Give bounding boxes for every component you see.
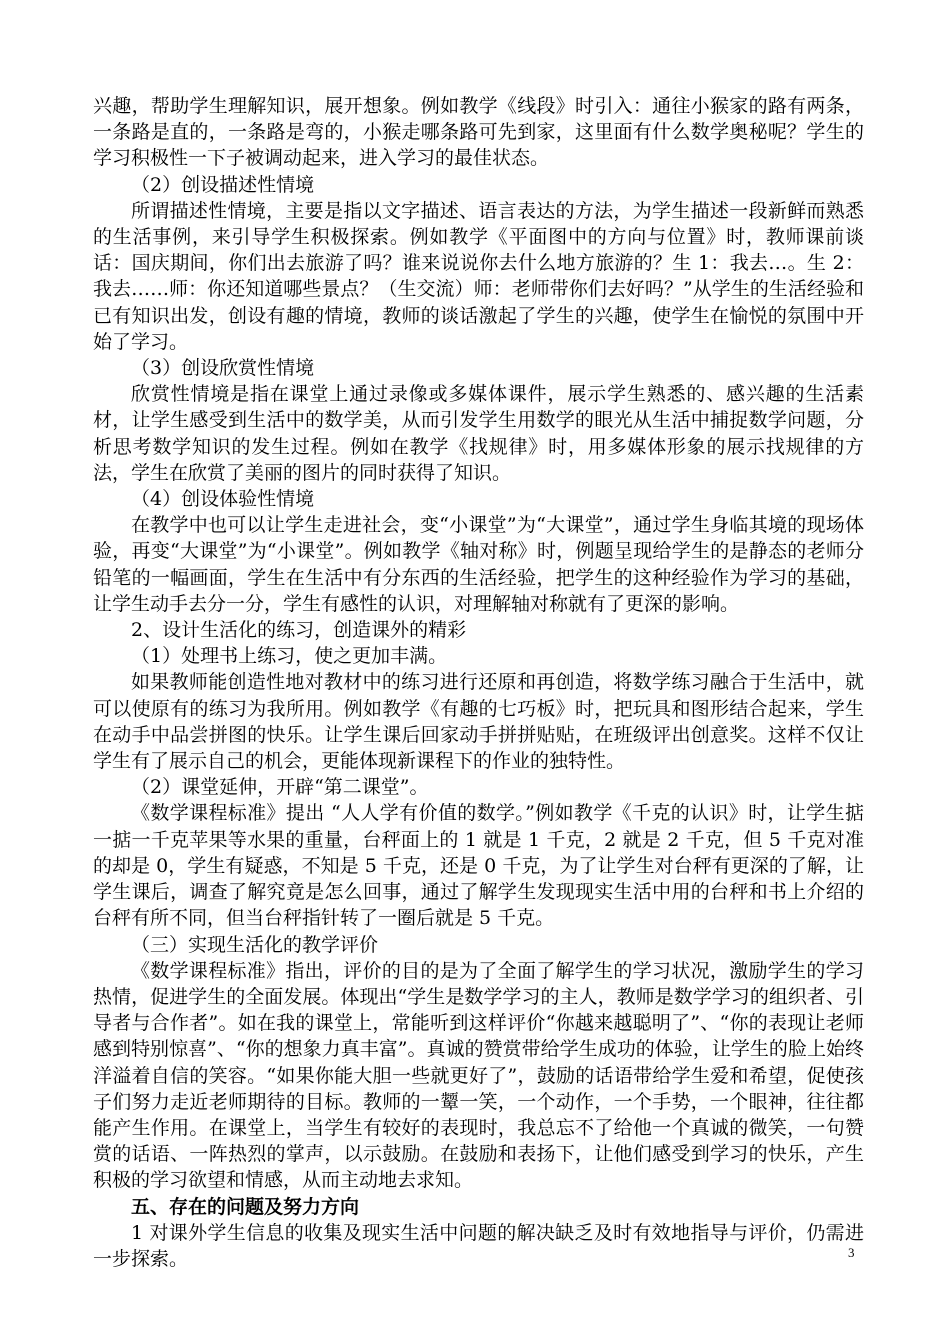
heading-life-practice: 2、设计生活化的练习，创造课外的精彩 [131,619,467,642]
subheading-textbook-exercises: （1）处理书上练习，使之更加丰满。 [131,645,448,668]
paragraph-problems-direction: 1 对课外学生信息的收集及现实生活中问题的解决缺乏及时有效地指导与评价，仍需进一步探索。 [93,1221,864,1270]
subheading-descriptive-situation: （2）创设描述性情境 [131,173,315,196]
paragraph-appreciative-situation: 欣赏性情境是指在课堂上通过录像或多媒体课件，展示学生熟悉的、感兴趣的生活素材，让学生感受到生活中的数学美，从而引发学生用数学的眼光从生活中捕捉数学问题，分析思考数学知识的发生过程。例如在教学《找规律》时，用多媒体形象的展示找规律的方法，学生在欣赏了美丽的图片的同时获得了知识。 [93,383,864,484]
paragraph-experiential-situation: 在教学中也可以让学生走进社会，变“小课堂”为“大课堂”，通过学生身临其境的现场体验，再变“大课堂”为“小课堂”。例如教学《轴对称》时，例题呈现给学生的是静态的老师分铅笔的一幅画面，学生在生活中有分东西的生活经验，把学生的这种经验作为学习的基础，让学生动手去分一分，学生有感性的认识，对理解轴对称就有了更深的影响。 [93,514,864,615]
paragraph-second-classroom: 《数学课程标准》提出 “人人学有价值的数学。”例如教学《千克的认识》时，让学生掂一掂一千克苹果等水果的重量，台秤面上的 1 就是 1 千克，2 就是 2 千克，但 5 千克对准的却是 0，学生有疑惑，不知是 5 千克，还是 0 千克，为了让学生对台秤有更深的了解，让学生课后，调查了解究竟是怎么回事，通过了解学生发现现实生活中用的台秤和书上介绍的台秤有所不同，但当台秤指针转了一圈后就是 5 千克。 [93,802,864,930]
subheading-second-classroom: （2）课堂延伸，开辟“第二课堂”。 [131,776,429,799]
paragraph-intro-continuation: 兴趣，帮助学生理解知识，展开想象。例如教学《线段》时引入：通往小猴家的路有两条，一条路是直的，一条路是弯的，小猴走哪条路可先到家，这里面有什么数学奥秘呢？学生的学习积极性一下子被调动起来，进入学习的最佳状态。 [93,95,864,170]
subheading-experiential-situation: （4）创设体验性情境 [131,488,315,511]
paragraph-textbook-exercises: 如果教师能创造性地对教材中的练习进行还原和再创造，将数学练习融合于生活中，就可以使原有的练习为我所用。例如教学《有趣的七巧板》时，把玩具和图形结合起来，学生在动手中品尝拼图的快乐。让学生课后回家动手拼拼贴贴，在班级评出创意奖。这样不仅让学生有了展示自己的机会，更能体现新课程下的作业的独特性。 [93,671,864,773]
page-number: 3 [848,1245,855,1260]
document-body [93,93,864,1272]
subheading-teaching-evaluation: （三）实现生活化的教学评价 [131,933,379,956]
heading-problems-direction: 五、存在的问题及努力方向 [131,1195,360,1218]
paragraph-descriptive-situation: 所谓描述性情境，主要是指以文字描述、语言表达的方法，为学生描述一段新鲜而熟悉的生活事例，来引导学生积极探索。例如教学《平面图中的方向与位置》时，教师课前谈话：国庆期间，你们出去旅游了吗？谁来说说你去什么地方旅游的？生 1：我去…。生 2：我去……师：你还知道哪些景点？（生交流）师：老师带你们去好吗？”从学生的生活经验和已有知识出发，创设有趣的情境，教师的谈话激起了学生的兴趣，使学生在愉悦的氛围中开始了学习。 [93,199,864,353]
subheading-appreciative-situation: （3）创设欣赏性情境 [131,357,315,380]
paragraph-teaching-evaluation: 《数学课程标准》指出，评价的目的是为了全面了解学生的学习状况，激励学生的学习热情，促进学生的全面发展。体现出“学生是数学学习的主人，教师是数学学习的组织者、引导者与合作者”。如在我的课堂上，常能听到这样评价“你越来越聪明了”、“你的表现让老师感到特别惊喜”、“你的想象力真丰富”。真诚的赞赏带给学生成功的体验，让学生的脸上始终洋溢着自信的笑容。“如果你能大胆一些就更好了”，鼓励的话语带给学生爱和希望，促使孩子们努力走近老师期待的目标。教师的一颦一笑，一个动作，一个手势，一个眼神，往往都能产生作用。在课堂上，当学生有较好的表现时，我总忘不了给他一个真诚的微笑，一句赞赏的话语、一阵热烈的掌声，以示鼓励。在鼓励和表扬下，让他们感受到学习的快乐，产生积极的学习欲望和情感，从而主动地去求知。 [93,959,864,1192]
